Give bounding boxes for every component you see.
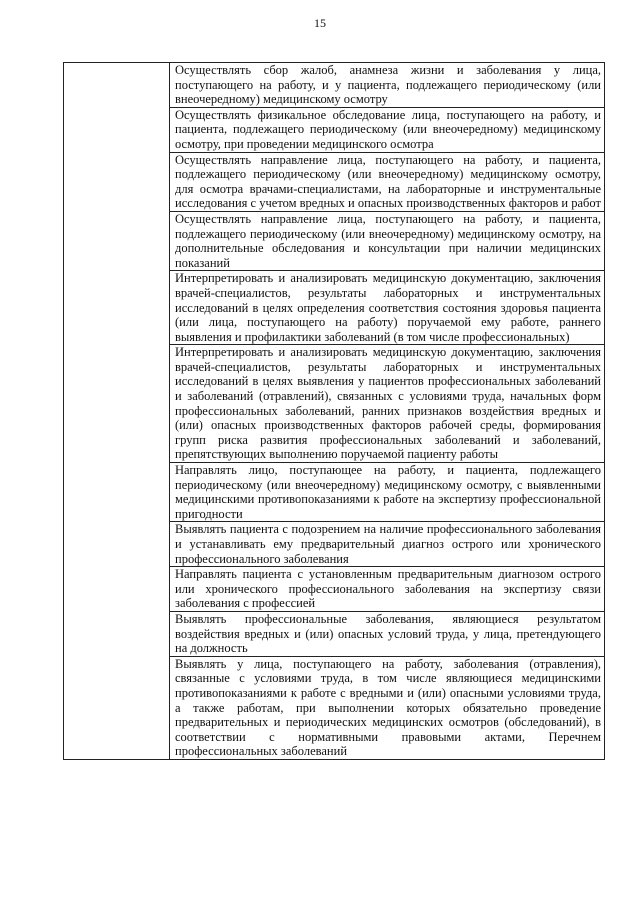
duty-text: Направлять лицо, поступающее на работу, и пациента, подлежащего периодическому (или внеочередному) медицинскому осмотру, с выявленными медицинскими противопоказаниями к работе на экспертизу профессиональной пригодности [175,463,601,521]
duty-cell [170,656,605,759]
duty-cell [170,611,605,656]
duty-text: Выявлять у лица, поступающего на работу, заболевания (отравления), связанные с условиями труда, в том числе являющиеся медицинскими противопоказаниями к работе с вредными и (или) опасными условиями труда, а также работам, при выполнении которых обязательно проведение предварительных и периодических медицинских осмотров (обследований), в соответствии с нормативными правовыми актами, Перечнем профессиональных заболеваний [175,656,601,759]
duty-text: Интерпретировать и анализировать медицинскую документацию, заключения врачей-специалистов, результаты лабораторных и инструментальных исследований в целях выявления у пациентов профессиональных заболеваний и заболеваний (отравлений), связанных с условиями труда, начальных форм профессиональных заболеваний, ранних признаков воздействия вредных и (или) опасных производственных факторов рабочей среды, формирования групп риска развития профессиональных заболеваний и заболеваний, препятствующих выполнению поручаемой пациенту работы [175,345,601,462]
duty-text: Осуществлять физикальное обследование лица, поступающего на работу, и пациента, подлежащего периодическому (или внеочередному) медицинскому осмотру, при проведении медицинского осмотра [175,107,601,151]
duty-cell [170,345,605,463]
table-row [64,63,605,108]
duty-text: Выявлять профессиональные заболевания, являющиеся результатом воздействия вредных и (или) опасных условий труда, у лица, претендующего на должность [175,611,601,656]
labor-function-cell [64,63,170,760]
duty-text: Интерпретировать и анализировать медицинскую документацию, заключения врачей-специалистов, результаты лабораторных и инструментальных исследований в целях определения соответствия состояния здоровья пациента (или лица, поступающего на работу) поручаемой ему работе, раннего выявления и профилактики заболеваний (в том числе профессиональных) [175,271,601,344]
duty-text: Осуществлять направление лица, поступающего на работу, и пациента, подлежащего периодическому (или внеочередному) медицинскому осмотру, на дополнительные обследования и консультации при наличии медицинских показаний [175,211,601,270]
duty-cell [170,107,605,152]
labor-actions-table [63,62,605,760]
duty-cell [170,522,605,567]
duty-cell [170,152,605,211]
duty-text: Осуществлять сбор жалоб, анамнеза жизни и заболевания у лица, поступающего на работу, и у пациента, подлежащего периодическому (или внеочередному) медицинскому осмотру [175,63,601,107]
page-number: 15 [314,16,326,30]
duty-cell [170,567,605,612]
duty-text: Осуществлять направление лица, поступающего на работу, и пациента, подлежащего периодическому (или внеочередному) медицинскому осмотру, для осмотра врачами-специалистами, на лабораторные и инструментальные исследования с учетом вредных и опасных производственных факторов и работ [175,152,601,211]
duty-cell [170,463,605,522]
duty-cell [170,63,605,108]
duty-text: Направлять пациента с установленным предварительным диагнозом острого или хронического профессионального заболевания на экспертизу связи заболевания с профессией [175,567,601,611]
duty-cell [170,211,605,270]
duty-cell [170,271,605,345]
duty-text: Выявлять пациента с подозрением на наличие профессионального заболевания и устанавливать ему предварительный диагноз острого или хронического профессионального заболевания [175,522,601,566]
